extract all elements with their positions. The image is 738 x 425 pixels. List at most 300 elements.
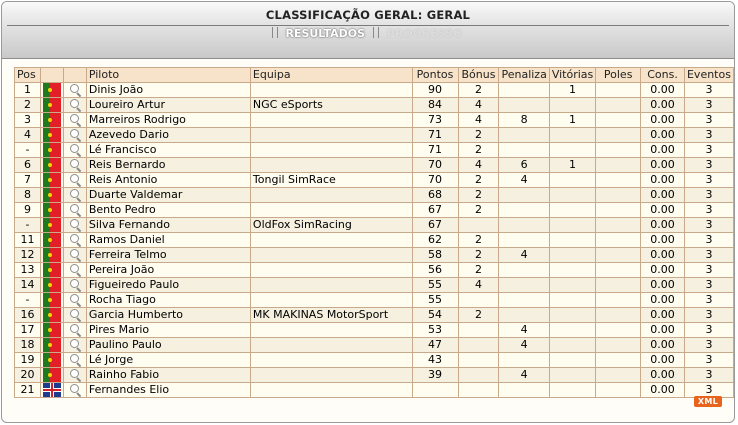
row-piloto[interactable]: Fernandes Elio bbox=[86, 383, 250, 398]
row-bonus: 2 bbox=[458, 143, 499, 158]
row-poles bbox=[596, 128, 641, 143]
row-pos: 20 bbox=[15, 368, 41, 383]
row-equipa bbox=[250, 83, 412, 98]
magnifier-icon[interactable] bbox=[69, 294, 81, 306]
row-cons: 0.00 bbox=[641, 128, 685, 143]
row-equipa bbox=[250, 188, 412, 203]
row-penaliza bbox=[499, 128, 549, 143]
row-cons: 0.00 bbox=[641, 218, 685, 233]
row-penaliza: 4 bbox=[499, 338, 549, 353]
row-pos: 19 bbox=[15, 353, 41, 368]
portugal-flag-icon bbox=[40, 248, 63, 263]
row-equipa bbox=[250, 128, 412, 143]
driver-details-cell[interactable] bbox=[63, 143, 86, 158]
row-vitorias: 1 bbox=[549, 158, 595, 173]
driver-details-cell[interactable] bbox=[63, 383, 86, 398]
driver-details-cell[interactable] bbox=[63, 173, 86, 188]
row-pontos: 54 bbox=[412, 308, 458, 323]
magnifier-icon[interactable] bbox=[69, 354, 81, 366]
row-cons: 0.00 bbox=[641, 98, 685, 113]
row-pos: 21 bbox=[15, 383, 41, 398]
row-pos: 17 bbox=[15, 323, 41, 338]
row-poles bbox=[596, 98, 641, 113]
row-equipa bbox=[250, 113, 412, 128]
row-eventos: 3 bbox=[684, 83, 733, 98]
row-piloto[interactable]: Paulino Paulo bbox=[86, 338, 250, 353]
row-pos: 2 bbox=[15, 98, 41, 113]
row-equipa bbox=[250, 143, 412, 158]
row-equipa: NGC eSports bbox=[250, 98, 412, 113]
row-vitorias bbox=[549, 173, 595, 188]
driver-details-cell[interactable] bbox=[63, 278, 86, 293]
col-header-bonus[interactable]: Bónus bbox=[458, 68, 499, 83]
row-bonus: 2 bbox=[458, 173, 499, 188]
col-header-penaliza[interactable]: Penaliza bbox=[499, 68, 549, 83]
row-bonus bbox=[458, 368, 499, 383]
row-piloto[interactable]: Lé Francisco bbox=[86, 143, 250, 158]
row-pos: 4 bbox=[15, 128, 41, 143]
portugal-flag-icon bbox=[40, 113, 63, 128]
table-row bbox=[15, 353, 734, 368]
tab-separator bbox=[373, 27, 379, 38]
row-eventos: 3 bbox=[684, 293, 733, 308]
table-row bbox=[15, 113, 734, 128]
driver-details-cell[interactable] bbox=[63, 248, 86, 263]
row-piloto[interactable]: Azevedo Dario bbox=[86, 128, 250, 143]
portugal-flag-icon bbox=[40, 263, 63, 278]
row-penaliza bbox=[499, 98, 549, 113]
row-cons: 0.00 bbox=[641, 143, 685, 158]
row-eventos: 3 bbox=[684, 173, 733, 188]
magnifier-icon[interactable] bbox=[69, 279, 81, 291]
row-cons: 0.00 bbox=[641, 323, 685, 338]
row-bonus bbox=[458, 218, 499, 233]
row-pontos: 43 bbox=[412, 353, 458, 368]
row-pontos: 68 bbox=[412, 188, 458, 203]
magnifier-icon[interactable] bbox=[69, 324, 81, 336]
row-penaliza bbox=[499, 203, 549, 218]
row-equipa bbox=[250, 323, 412, 338]
row-penaliza: 6 bbox=[499, 158, 549, 173]
row-vitorias bbox=[549, 263, 595, 278]
row-bonus: 2 bbox=[458, 263, 499, 278]
row-vitorias bbox=[549, 323, 595, 338]
portugal-flag-icon bbox=[40, 308, 63, 323]
portugal-flag-icon bbox=[40, 278, 63, 293]
portugal-flag-icon bbox=[40, 203, 63, 218]
row-vitorias: 1 bbox=[549, 113, 595, 128]
row-poles bbox=[596, 188, 641, 203]
row-penaliza bbox=[499, 293, 549, 308]
row-pontos: 67 bbox=[412, 203, 458, 218]
row-piloto[interactable]: Ramos Daniel bbox=[86, 233, 250, 248]
row-poles bbox=[596, 308, 641, 323]
magnifier-icon[interactable] bbox=[69, 129, 81, 141]
uk-flag-icon bbox=[40, 383, 63, 398]
row-vitorias bbox=[549, 248, 595, 263]
col-header-flag bbox=[40, 68, 63, 83]
row-equipa bbox=[250, 203, 412, 218]
row-penaliza bbox=[499, 278, 549, 293]
row-poles bbox=[596, 353, 641, 368]
row-cons: 0.00 bbox=[641, 233, 685, 248]
row-pos: 12 bbox=[15, 248, 41, 263]
row-vitorias bbox=[549, 383, 595, 398]
row-eventos: 3 bbox=[684, 113, 733, 128]
portugal-flag-icon bbox=[40, 98, 63, 113]
row-equipa bbox=[250, 383, 412, 398]
driver-details-cell[interactable] bbox=[63, 128, 86, 143]
driver-details-cell[interactable] bbox=[63, 83, 86, 98]
row-pontos: 39 bbox=[412, 368, 458, 383]
table-row bbox=[15, 248, 734, 263]
table-row bbox=[15, 293, 734, 308]
row-piloto[interactable]: Reis Antonio bbox=[86, 173, 250, 188]
row-pos: 6 bbox=[15, 158, 41, 173]
row-eventos: 3 bbox=[684, 308, 733, 323]
row-poles bbox=[596, 233, 641, 248]
row-equipa bbox=[250, 233, 412, 248]
driver-details-cell[interactable] bbox=[63, 338, 86, 353]
col-header-pontos[interactable]: Pontos bbox=[412, 68, 458, 83]
row-cons: 0.00 bbox=[641, 203, 685, 218]
driver-details-cell[interactable] bbox=[63, 353, 86, 368]
row-cons: 0.00 bbox=[641, 308, 685, 323]
row-cons: 0.00 bbox=[641, 338, 685, 353]
row-cons: 0.00 bbox=[641, 263, 685, 278]
row-vitorias bbox=[549, 203, 595, 218]
row-vitorias bbox=[549, 278, 595, 293]
row-pos: 11 bbox=[15, 233, 41, 248]
row-poles bbox=[596, 203, 641, 218]
magnifier-icon[interactable] bbox=[69, 99, 81, 111]
row-eventos: 3 bbox=[684, 323, 733, 338]
row-equipa: Tongil SimRace bbox=[250, 173, 412, 188]
row-piloto[interactable]: Pires Mario bbox=[86, 323, 250, 338]
row-vitorias bbox=[549, 308, 595, 323]
row-cons: 0.00 bbox=[641, 173, 685, 188]
row-vitorias bbox=[549, 338, 595, 353]
col-header-equipa[interactable]: Equipa bbox=[250, 68, 412, 83]
magnifier-icon[interactable] bbox=[69, 309, 81, 321]
row-vitorias bbox=[549, 233, 595, 248]
row-eventos: 3 bbox=[684, 98, 733, 113]
row-poles bbox=[596, 368, 641, 383]
row-piloto[interactable]: Reis Bernardo bbox=[86, 158, 250, 173]
row-equipa: OldFox SimRacing bbox=[250, 218, 412, 233]
row-penaliza bbox=[499, 188, 549, 203]
table-row bbox=[15, 218, 734, 233]
row-eventos: 3 bbox=[684, 188, 733, 203]
row-poles bbox=[596, 278, 641, 293]
portugal-flag-icon bbox=[40, 338, 63, 353]
magnifier-icon[interactable] bbox=[69, 174, 81, 186]
magnifier-icon[interactable] bbox=[69, 219, 81, 231]
row-penaliza: 4 bbox=[499, 173, 549, 188]
driver-details-cell[interactable] bbox=[63, 233, 86, 248]
row-eventos: 3 bbox=[684, 143, 733, 158]
row-bonus bbox=[458, 383, 499, 398]
portugal-flag-icon bbox=[40, 173, 63, 188]
row-pontos: 84 bbox=[412, 98, 458, 113]
row-pos: 9 bbox=[15, 203, 41, 218]
row-pontos: 47 bbox=[412, 338, 458, 353]
row-pontos: 53 bbox=[412, 323, 458, 338]
row-cons: 0.00 bbox=[641, 113, 685, 128]
row-pontos: 55 bbox=[412, 293, 458, 308]
row-bonus bbox=[458, 323, 499, 338]
col-header-pos[interactable]: Pos bbox=[15, 68, 41, 83]
tab-resultados[interactable]: RESULTADOS bbox=[285, 27, 366, 40]
row-poles bbox=[596, 143, 641, 158]
row-eventos: 3 bbox=[684, 263, 733, 278]
row-equipa bbox=[250, 353, 412, 368]
row-bonus: 2 bbox=[458, 188, 499, 203]
row-poles bbox=[596, 338, 641, 353]
row-poles bbox=[596, 158, 641, 173]
row-poles bbox=[596, 293, 641, 308]
table-row bbox=[15, 143, 734, 158]
row-pontos: 70 bbox=[412, 158, 458, 173]
portugal-flag-icon bbox=[40, 128, 63, 143]
row-cons: 0.00 bbox=[641, 83, 685, 98]
magnifier-icon[interactable] bbox=[69, 204, 81, 216]
driver-details-cell[interactable] bbox=[63, 368, 86, 383]
table-row bbox=[15, 368, 734, 383]
row-pontos: 58 bbox=[412, 248, 458, 263]
driver-details-cell[interactable] bbox=[63, 113, 86, 128]
row-cons: 0.00 bbox=[641, 188, 685, 203]
row-piloto[interactable]: Loureiro Artur bbox=[86, 98, 250, 113]
row-bonus: 2 bbox=[458, 248, 499, 263]
portugal-flag-icon bbox=[40, 368, 63, 383]
row-equipa: MK MAKINAS MotorSport bbox=[250, 308, 412, 323]
xml-export-button[interactable]: XML bbox=[694, 396, 722, 407]
table-header-row bbox=[15, 68, 734, 83]
col-header-vitorias[interactable]: Vitórias bbox=[549, 68, 595, 83]
table-row bbox=[15, 158, 734, 173]
row-cons: 0.00 bbox=[641, 293, 685, 308]
row-eventos: 3 bbox=[684, 203, 733, 218]
table-row bbox=[15, 383, 734, 398]
row-piloto[interactable]: Bento Pedro bbox=[86, 203, 250, 218]
row-cons: 0.00 bbox=[641, 353, 685, 368]
row-bonus bbox=[458, 338, 499, 353]
row-pontos bbox=[412, 383, 458, 398]
row-eventos: 3 bbox=[684, 128, 733, 143]
table-row bbox=[15, 173, 734, 188]
row-vitorias bbox=[549, 218, 595, 233]
row-piloto[interactable]: Rainho Fabio bbox=[86, 368, 250, 383]
row-pos: 7 bbox=[15, 173, 41, 188]
table-row bbox=[15, 128, 734, 143]
row-piloto[interactable]: Pereira João bbox=[86, 263, 250, 278]
row-pontos: 67 bbox=[412, 218, 458, 233]
row-penaliza: 4 bbox=[499, 368, 549, 383]
row-bonus: 4 bbox=[458, 98, 499, 113]
row-penaliza bbox=[499, 218, 549, 233]
row-equipa bbox=[250, 368, 412, 383]
tab-bar bbox=[2, 27, 734, 40]
row-poles bbox=[596, 248, 641, 263]
row-penaliza bbox=[499, 353, 549, 368]
magnifier-icon[interactable] bbox=[69, 249, 81, 261]
row-eventos: 3 bbox=[684, 218, 733, 233]
driver-details-cell[interactable] bbox=[63, 188, 86, 203]
row-penaliza bbox=[499, 308, 549, 323]
driver-details-cell[interactable] bbox=[63, 263, 86, 278]
panel-header bbox=[2, 2, 734, 59]
col-header-details bbox=[63, 68, 86, 83]
row-pos: 13 bbox=[15, 263, 41, 278]
table-row bbox=[15, 203, 734, 218]
col-header-poles[interactable]: Poles bbox=[596, 68, 641, 83]
portugal-flag-icon bbox=[40, 218, 63, 233]
row-vitorias bbox=[549, 353, 595, 368]
portugal-flag-icon bbox=[40, 293, 63, 308]
driver-details-cell[interactable] bbox=[63, 218, 86, 233]
magnifier-icon[interactable] bbox=[69, 159, 81, 171]
row-poles bbox=[596, 383, 641, 398]
magnifier-icon[interactable] bbox=[69, 84, 81, 96]
row-piloto[interactable]: Ferreira Telmo bbox=[86, 248, 250, 263]
table-row bbox=[15, 263, 734, 278]
row-pontos: 55 bbox=[412, 278, 458, 293]
standings-panel bbox=[1, 1, 735, 423]
row-bonus: 2 bbox=[458, 308, 499, 323]
row-cons: 0.00 bbox=[641, 383, 685, 398]
row-piloto[interactable]: Lé Jorge bbox=[86, 353, 250, 368]
magnifier-icon[interactable] bbox=[69, 339, 81, 351]
table-row bbox=[15, 308, 734, 323]
row-poles bbox=[596, 218, 641, 233]
row-pontos: 71 bbox=[412, 143, 458, 158]
row-penaliza: 4 bbox=[499, 323, 549, 338]
portugal-flag-icon bbox=[40, 158, 63, 173]
row-penaliza bbox=[499, 263, 549, 278]
row-cons: 0.00 bbox=[641, 278, 685, 293]
table-row bbox=[15, 338, 734, 353]
col-header-eventos[interactable]: Eventos bbox=[684, 68, 733, 83]
row-equipa bbox=[250, 263, 412, 278]
magnifier-icon[interactable] bbox=[69, 144, 81, 156]
row-equipa bbox=[250, 278, 412, 293]
row-penaliza bbox=[499, 83, 549, 98]
row-eventos: 3 bbox=[684, 353, 733, 368]
row-bonus: 4 bbox=[458, 113, 499, 128]
portugal-flag-icon bbox=[40, 188, 63, 203]
row-penaliza: 4 bbox=[499, 248, 549, 263]
portugal-flag-icon bbox=[40, 353, 63, 368]
row-piloto[interactable]: Duarte Valdemar bbox=[86, 188, 250, 203]
driver-details-cell[interactable] bbox=[63, 323, 86, 338]
tab-separator bbox=[272, 27, 278, 38]
row-eventos: 3 bbox=[684, 233, 733, 248]
row-vitorias bbox=[549, 293, 595, 308]
row-piloto[interactable]: Rocha Tiago bbox=[86, 293, 250, 308]
row-pontos: 62 bbox=[412, 233, 458, 248]
driver-details-cell[interactable] bbox=[63, 203, 86, 218]
magnifier-icon[interactable] bbox=[69, 369, 81, 381]
magnifier-icon[interactable] bbox=[69, 234, 81, 246]
portugal-flag-icon bbox=[40, 83, 63, 98]
table-row bbox=[15, 188, 734, 203]
row-eventos: 3 bbox=[684, 278, 733, 293]
row-vitorias bbox=[549, 368, 595, 383]
row-bonus bbox=[458, 293, 499, 308]
row-pos: 3 bbox=[15, 113, 41, 128]
row-piloto[interactable]: Figueiredo Paulo bbox=[86, 278, 250, 293]
row-equipa bbox=[250, 293, 412, 308]
row-cons: 0.00 bbox=[641, 248, 685, 263]
driver-details-cell[interactable] bbox=[63, 308, 86, 323]
row-piloto[interactable]: Silva Fernando bbox=[86, 218, 250, 233]
row-eventos: 3 bbox=[684, 338, 733, 353]
row-pos: - bbox=[15, 143, 41, 158]
row-vitorias: 1 bbox=[549, 83, 595, 98]
row-pos: 8 bbox=[15, 188, 41, 203]
row-poles bbox=[596, 173, 641, 188]
col-header-piloto[interactable]: Piloto bbox=[86, 68, 250, 83]
row-poles bbox=[596, 83, 641, 98]
driver-details-cell[interactable] bbox=[63, 158, 86, 173]
row-piloto[interactable]: Dinis João bbox=[86, 83, 250, 98]
portugal-flag-icon bbox=[40, 143, 63, 158]
magnifier-icon[interactable] bbox=[69, 384, 81, 396]
row-penaliza bbox=[499, 383, 549, 398]
standings-table bbox=[14, 67, 734, 398]
table-row bbox=[15, 278, 734, 293]
row-eventos: 3 bbox=[684, 383, 733, 398]
row-pontos: 70 bbox=[412, 173, 458, 188]
row-pontos: 90 bbox=[412, 83, 458, 98]
page-title: CLASSIFICAÇÃO GERAL: GERAL bbox=[265, 8, 471, 22]
row-penaliza bbox=[499, 143, 549, 158]
row-vitorias bbox=[549, 188, 595, 203]
row-vitorias bbox=[549, 128, 595, 143]
driver-details-cell[interactable] bbox=[63, 98, 86, 113]
row-equipa bbox=[250, 158, 412, 173]
tab-progresso[interactable]: PROGRESSO bbox=[386, 27, 463, 40]
portugal-flag-icon bbox=[40, 323, 63, 338]
row-eventos: 3 bbox=[684, 158, 733, 173]
row-bonus bbox=[458, 353, 499, 368]
magnifier-icon[interactable] bbox=[69, 264, 81, 276]
col-header-cons[interactable]: Cons. bbox=[641, 68, 685, 83]
table-row bbox=[15, 233, 734, 248]
row-pos: 16 bbox=[15, 308, 41, 323]
row-bonus: 2 bbox=[458, 203, 499, 218]
driver-details-cell[interactable] bbox=[63, 293, 86, 308]
magnifier-icon[interactable] bbox=[69, 189, 81, 201]
row-eventos: 3 bbox=[684, 248, 733, 263]
row-pontos: 71 bbox=[412, 128, 458, 143]
row-poles bbox=[596, 113, 641, 128]
row-bonus: 2 bbox=[458, 233, 499, 248]
row-piloto[interactable]: Marreiros Rodrigo bbox=[86, 113, 250, 128]
row-bonus: 2 bbox=[458, 83, 499, 98]
magnifier-icon[interactable] bbox=[69, 114, 81, 126]
row-pontos: 56 bbox=[412, 263, 458, 278]
row-pos: - bbox=[15, 293, 41, 308]
row-piloto[interactable]: Garcia Humberto bbox=[86, 308, 250, 323]
portugal-flag-icon bbox=[40, 233, 63, 248]
row-equipa bbox=[250, 248, 412, 263]
row-pos: 1 bbox=[15, 83, 41, 98]
row-poles bbox=[596, 323, 641, 338]
row-penaliza bbox=[499, 233, 549, 248]
table-row bbox=[15, 83, 734, 98]
